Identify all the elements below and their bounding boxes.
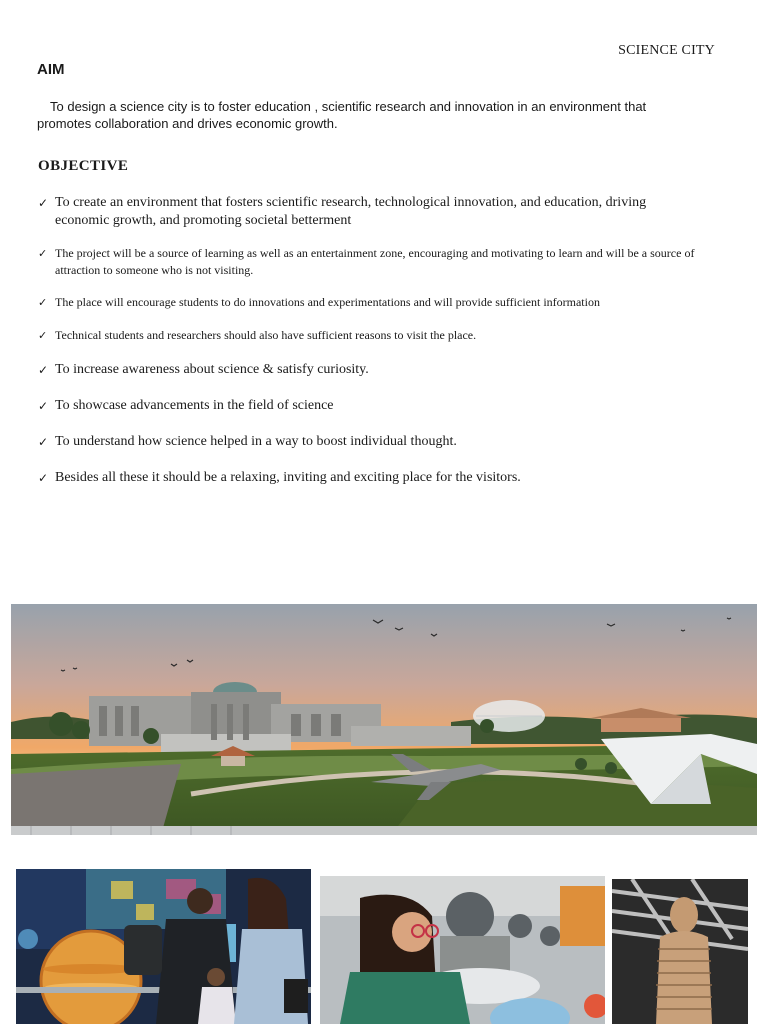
- objective-item-text: To understand how science helped in a way to boost individual thought.: [55, 434, 457, 449]
- objective-item: [38, 327, 698, 344]
- checkmark-icon: ✓: [38, 329, 48, 342]
- objective-item: [38, 397, 698, 415]
- sculpture-installation-photo: [612, 879, 748, 1024]
- checkmark-icon: ✓: [38, 363, 49, 377]
- objective-item-text: To create an environment that fosters scientific research, technological innovation, and education, driving economic growth, and promoting societal betterment: [55, 195, 647, 228]
- objective-item: [38, 433, 698, 451]
- objective-item-text: To increase awareness about science & satisfy curiosity.: [55, 362, 369, 377]
- objective-item: [38, 361, 698, 379]
- objective-item-text: To showcase advancements in the field of science: [55, 398, 334, 413]
- objective-item: [38, 469, 698, 487]
- checkmark-icon: ✓: [38, 196, 49, 210]
- objective-item: [38, 294, 698, 311]
- visitors-planetarium-photo: [16, 869, 311, 1024]
- science-city-rendering-image: [11, 604, 757, 835]
- checkmark-icon: ✓: [38, 247, 48, 260]
- objective-item-text: The project will be a source of learning as well as an entertainment zone, encouraging and motivating to learn and will be a source of attraction to someone who is not visiting.: [55, 246, 695, 277]
- objective-list: [38, 194, 698, 487]
- objective-item-text: Technical students and researchers should also have sufficient reasons to visit the place.: [55, 328, 477, 342]
- aim-paragraph: To design a science city is to foster education , scientific research and innovation in an environment that promotes collaboration and drives economic growth.: [37, 99, 647, 131]
- checkmark-icon: ✓: [38, 471, 49, 485]
- girl-exhibit-photo: [320, 876, 605, 1024]
- objective-item: [38, 194, 698, 230]
- objective-heading: OBJECTIVE: [38, 158, 129, 174]
- aim-heading: AIM: [37, 61, 65, 78]
- objective-item-text: Besides all these it should be a relaxing, inviting and exciting place for the visitors.: [55, 470, 521, 485]
- document-header-title: SCIENCE CITY: [618, 43, 715, 58]
- checkmark-icon: ✓: [38, 399, 49, 413]
- checkmark-icon: ✓: [38, 435, 49, 449]
- objective-item: [38, 245, 698, 279]
- checkmark-icon: ✓: [38, 296, 48, 309]
- objective-item-text: The place will encourage students to do innovations and experimentations and will provide sufficient information: [55, 295, 600, 309]
